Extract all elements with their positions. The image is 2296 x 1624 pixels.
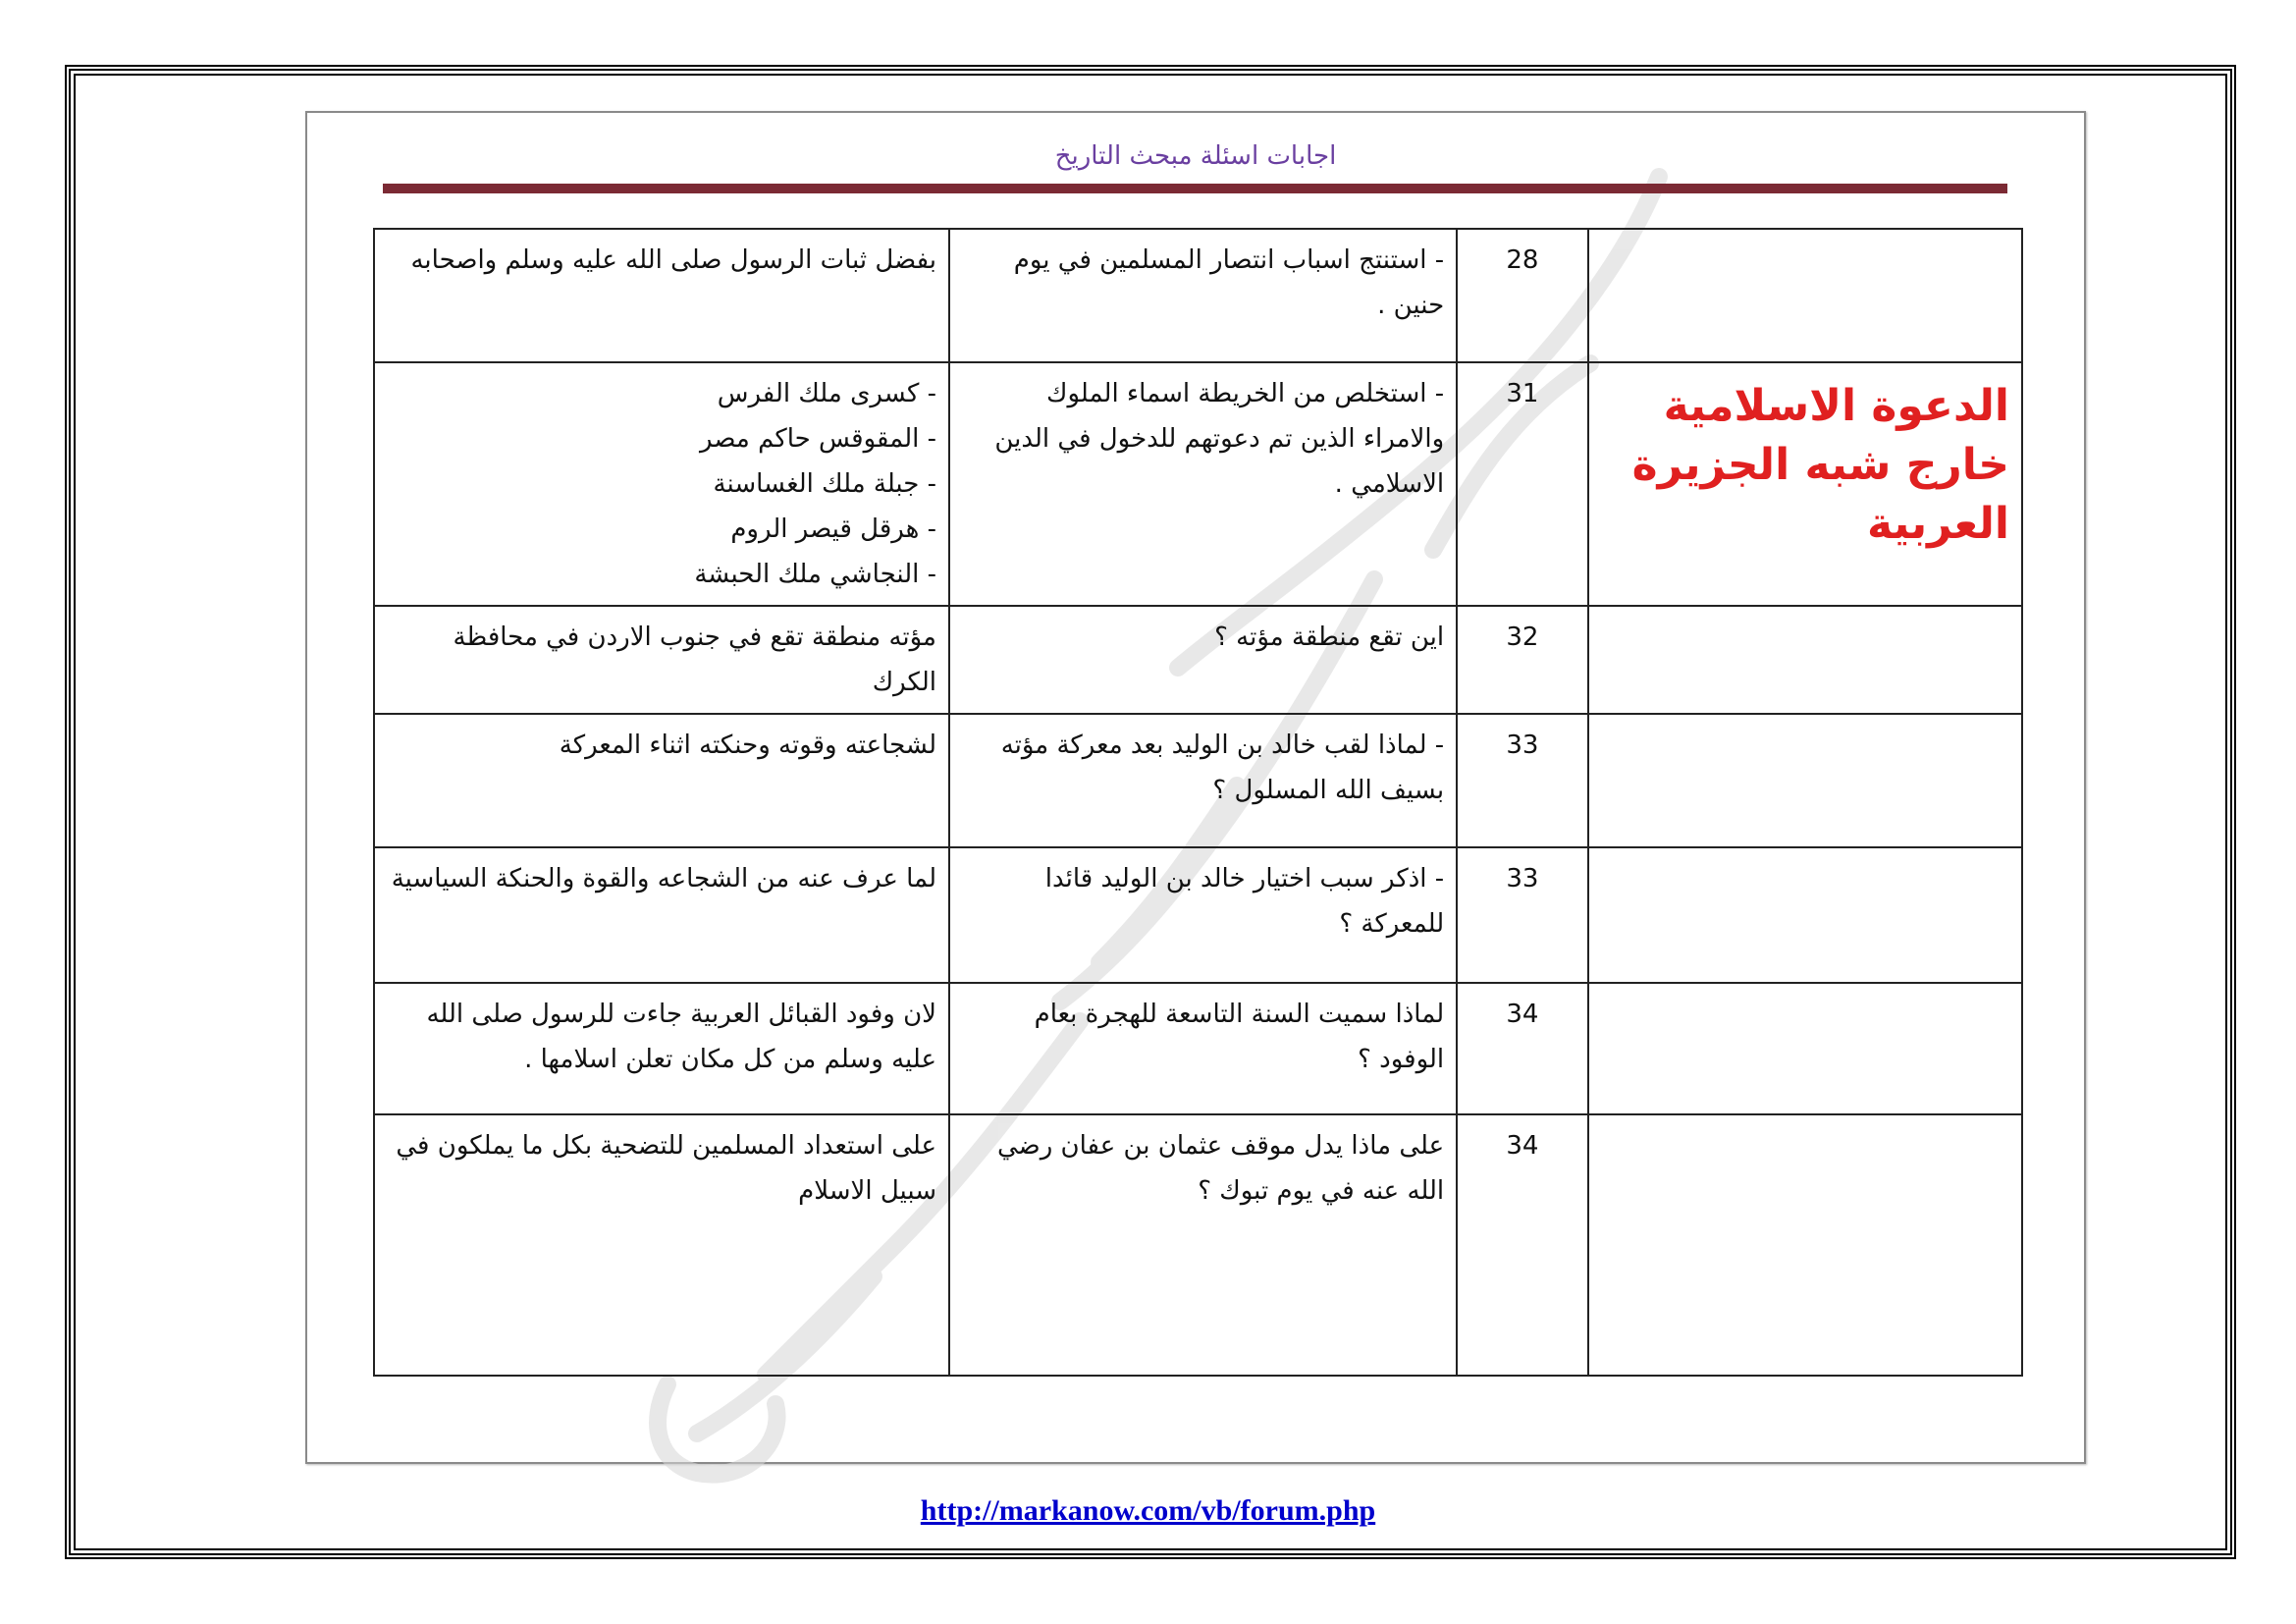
answer-line: - كسرى ملك الفرس: [717, 379, 936, 408]
question-cell: - استخلص من الخريطة اسماء الملوك والامراء الذين تم دعوتهم للدخول في الدين الاسلامي .: [949, 362, 1457, 606]
table-row: [374, 1114, 2022, 1376]
question-cell: - اذكر سبب اختيار خالد بن الوليد قائدا للمعركة ؟: [949, 847, 1457, 983]
unit-cell: [1588, 362, 2022, 606]
question-number: 28: [1457, 229, 1588, 362]
answer-line: - المقوقس حاكم مصر: [699, 424, 936, 454]
answer-cell: لشجاعته وقوته وحنكته اثناء المعركة: [374, 714, 949, 847]
page-header-title: اجابات اسئلة مبحث التاريخ: [1054, 141, 1337, 171]
answer-cell: [374, 362, 949, 606]
forum-link[interactable]: http://markanow.com/vb/forum.php: [920, 1494, 1376, 1527]
table-row: [374, 229, 2022, 362]
table-row: [374, 362, 2022, 606]
question-cell: - استنتج اسباب انتصار المسلمين في يوم حنين .: [949, 229, 1457, 362]
answer-line: - جبلة ملك الغساسنة: [713, 469, 936, 499]
question-number: 33: [1457, 847, 1588, 983]
table-row: [374, 714, 2022, 847]
question-number: 33: [1457, 714, 1588, 847]
answer-cell: لما عرف عنه من الشجاعه والقوة والحنكة السياسية: [374, 847, 949, 983]
answers-table: [373, 228, 2023, 1377]
table-row: [374, 847, 2022, 983]
question-cell: على ماذا يدل موقف عثمان بن عفان رضي الله عنه في يوم تبوك ؟: [949, 1114, 1457, 1376]
question-number: 34: [1457, 983, 1588, 1114]
question-number: 31: [1457, 362, 1588, 606]
table-row: [374, 983, 2022, 1114]
question-cell: اين تقع منطقة مؤته ؟: [949, 606, 1457, 714]
header-divider: [383, 184, 2007, 193]
question-number: 34: [1457, 1114, 1588, 1376]
answer-cell: مؤته منطقة تقع في جنوب الاردن في محافظة الكرك: [374, 606, 949, 714]
unit-cell: [1588, 229, 2022, 362]
unit-cell: [1588, 847, 2022, 983]
answer-cell: بفضل ثبات الرسول صلى الله عليه وسلم واصحابه: [374, 229, 949, 362]
unit-title: الدعوة الاسلامية خارج شبه الجزيرة العربية: [1631, 381, 2009, 549]
answer-cell: لان وفود القبائل العربية جاءت للرسول صلى الله عليه وسلم من كل مكان تعلن اسلامها .: [374, 983, 949, 1114]
answer-line: - هرقل قيصر الروم: [730, 514, 936, 544]
question-number: 32: [1457, 606, 1588, 714]
unit-cell: [1588, 606, 2022, 714]
table-row: [374, 606, 2022, 714]
question-cell: - لماذا لقب خالد بن الوليد بعد معركة مؤته بسيف الله المسلول ؟: [949, 714, 1457, 847]
unit-cell: [1588, 983, 2022, 1114]
unit-cell: [1588, 714, 2022, 847]
unit-cell: [1588, 1114, 2022, 1376]
answer-line: - النجاشي ملك الحبشة: [694, 560, 936, 589]
answer-cell: على استعداد المسلمين للتضحية بكل ما يملكون في سبيل الاسلام: [374, 1114, 949, 1376]
question-cell: لماذا سميت السنة التاسعة للهجرة بعام الوفود ؟: [949, 983, 1457, 1114]
